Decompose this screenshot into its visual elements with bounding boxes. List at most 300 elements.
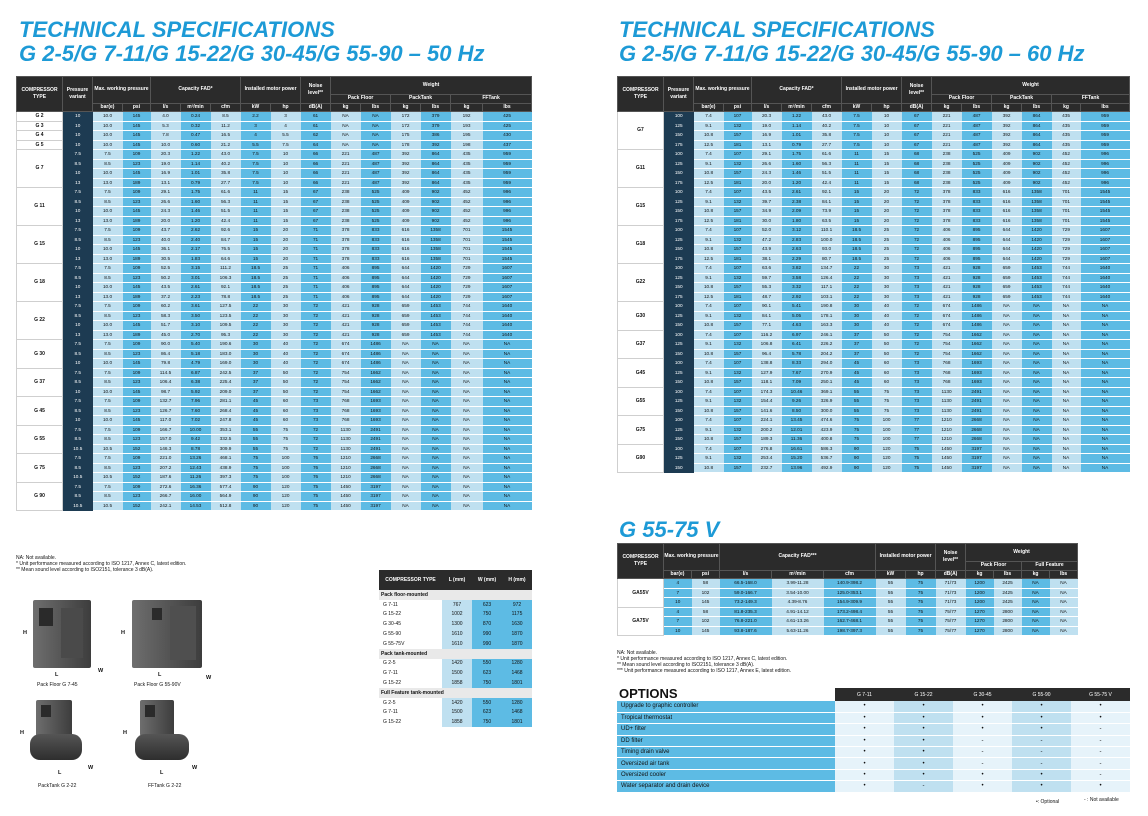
table-cell: 8.5 <box>93 273 123 283</box>
table-cell: 238 <box>331 207 361 217</box>
option-value: • <box>953 712 1012 723</box>
table-cell: 8.5 <box>93 349 123 359</box>
option-col-header: G 55-90 <box>1012 688 1071 701</box>
table-cell: 5.78 <box>782 349 812 359</box>
table-cell: 1420 <box>421 283 451 293</box>
table-cell: 895 <box>962 245 992 255</box>
table-cell: 125 <box>664 121 694 131</box>
table-cell: 16.9 <box>752 131 782 141</box>
table-cell: NA <box>421 473 451 483</box>
table-cell: 173.2-498.4 <box>824 607 876 617</box>
table-cell: NA <box>1022 416 1052 426</box>
table-cell: 525 <box>962 178 992 188</box>
table-cell: NA <box>992 378 1022 388</box>
table-cell: 864 <box>421 178 451 188</box>
table-cell: 100 <box>872 435 902 445</box>
table-cell: 1607 <box>483 273 532 283</box>
table-cell: 10 <box>63 131 93 141</box>
table-cell: 157.0 <box>151 435 181 445</box>
table-cell: 55 <box>241 444 271 454</box>
table-cell: 452 <box>451 197 483 207</box>
model-name: G 45 <box>17 397 63 426</box>
table-cell: 435 <box>1052 121 1081 131</box>
table-cell: 10.8 <box>694 406 724 416</box>
table-cell: 406 <box>932 245 962 255</box>
table-cell: 1545 <box>1081 216 1130 226</box>
table-cell: 146.3 <box>151 444 181 454</box>
table-cell: 150 <box>664 435 694 445</box>
table-cell: 7.5 <box>93 150 123 160</box>
dim-h-4: H <box>123 730 127 736</box>
table-cell: 20.0 <box>151 216 181 226</box>
dim-cell: 1420 <box>442 698 472 708</box>
table-row <box>618 235 1130 245</box>
table-cell: 10.5 <box>93 473 123 483</box>
table-cell: 56.3 <box>211 197 241 207</box>
table-cell: 8.33 <box>782 359 812 369</box>
option-value: - <box>1071 735 1130 746</box>
table-cell: NA <box>1081 321 1130 331</box>
table-cell: 409 <box>992 159 1022 169</box>
table-cell: 8.5 <box>63 235 93 245</box>
table-cell: 157 <box>724 406 752 416</box>
table-cell: NA <box>1022 368 1052 378</box>
table-cell: 421 <box>331 311 361 321</box>
table-cell: 67 <box>902 131 932 141</box>
table-cell: 7.5 <box>93 397 123 407</box>
table-cell: 253.4 <box>752 454 782 464</box>
table-cell: 145 <box>123 416 151 426</box>
table-cell: 189 <box>123 292 151 302</box>
table-cell: NA <box>1022 579 1050 589</box>
table-cell: 5.5 <box>271 131 301 141</box>
table-cell: 10.0 <box>93 416 123 426</box>
table-cell: NA <box>1081 302 1130 312</box>
table-row <box>618 397 1130 407</box>
table-cell: NA <box>451 492 483 502</box>
table-cell: 10.0 <box>93 121 123 131</box>
table-cell: 5.18 <box>181 349 211 359</box>
table-cell: 10.0 <box>93 131 123 141</box>
unit-header: dB(A) <box>301 103 331 112</box>
table-cell: NA <box>483 454 532 464</box>
table-cell: 10.8 <box>694 207 724 217</box>
table-cell: NA <box>1081 406 1130 416</box>
table-cell: 674 <box>932 321 962 331</box>
dim-cell: 972 <box>502 600 532 610</box>
table-cell: NA <box>451 435 483 445</box>
unit-header: cfm <box>824 570 876 579</box>
table-cell: NA <box>331 131 361 141</box>
table-cell: 0.60 <box>181 140 211 150</box>
option-value: • <box>894 758 953 769</box>
model-name: GA75V <box>618 607 664 636</box>
spec-table-variant <box>617 543 1078 636</box>
table-cell: 15 <box>842 207 872 217</box>
table-cell: 1130 <box>331 444 361 454</box>
table-cell: 21.2 <box>211 140 241 150</box>
table-cell: 75 <box>902 454 932 464</box>
option-value: • <box>1071 712 1130 723</box>
table-cell: 61.6 <box>211 188 241 198</box>
table-cell: 132 <box>724 311 752 321</box>
table-cell: 392 <box>992 121 1022 131</box>
table-cell: 8.5 <box>63 406 93 416</box>
table-row <box>17 197 532 207</box>
table-cell: 15 <box>872 169 902 179</box>
table-row <box>17 359 532 369</box>
table-cell: 7.5 <box>93 454 123 464</box>
table-cell: 8.5 <box>63 463 93 473</box>
table-cell: 1607 <box>1081 226 1130 236</box>
dim-l-3: L <box>58 770 62 776</box>
model-name: G55 <box>618 387 664 416</box>
table-cell: 120 <box>271 492 301 502</box>
table-cell: 2668 <box>962 435 992 445</box>
table-cell: 157 <box>724 169 752 179</box>
table-cell: 45 <box>842 378 872 388</box>
table-row <box>17 368 532 378</box>
table-cell: 145 <box>123 169 151 179</box>
table-cell: 107 <box>724 387 752 397</box>
table-cell: 616 <box>992 188 1022 198</box>
table-cell: 1.22 <box>181 150 211 160</box>
unit-header: kg <box>966 570 994 579</box>
table-cell: 7.5 <box>842 131 872 141</box>
table-row <box>618 435 1130 445</box>
table-cell: 52.5 <box>151 264 181 274</box>
table-cell: 754 <box>331 368 361 378</box>
table-cell: 100 <box>664 444 694 454</box>
table-cell: 125 <box>664 340 694 350</box>
table-cell: 102 <box>692 588 720 598</box>
table-cell: 100 <box>664 188 694 198</box>
unit-header: l/s <box>720 570 772 579</box>
dim-row <box>379 668 532 678</box>
table-cell: NA <box>1022 311 1052 321</box>
table-cell: 270.9 <box>812 368 842 378</box>
dim-h-3: H <box>20 730 24 736</box>
table-cell: 106.8 <box>752 340 782 350</box>
table-cell: NA <box>1022 626 1050 636</box>
table-row <box>17 321 532 331</box>
table-cell: 80.7 <box>812 254 842 264</box>
table-cell: 221 <box>932 112 962 122</box>
model-name: G7 <box>618 112 664 150</box>
table-cell: 1270 <box>966 607 994 617</box>
model-name: G 2 <box>17 112 63 122</box>
option-value: • <box>894 701 953 712</box>
table-cell: 768 <box>932 359 962 369</box>
table-cell: 1640 <box>1081 264 1130 274</box>
dim-section <box>379 590 532 600</box>
table-row <box>618 406 1130 416</box>
table-cell: 392 <box>391 169 421 179</box>
table-cell: 75 <box>872 397 902 407</box>
table-cell: 833 <box>962 188 992 198</box>
table-row <box>17 169 532 179</box>
table-cell: 1607 <box>483 292 532 302</box>
table-cell: 1130 <box>932 387 962 397</box>
table-cell: NA <box>483 359 532 369</box>
table-row <box>17 501 532 511</box>
table-cell: 26.6 <box>752 159 782 169</box>
table-cell: 768 <box>932 378 962 388</box>
col-weight: Weight <box>331 77 532 95</box>
table-cell: 744 <box>1052 292 1081 302</box>
table-row <box>17 482 532 492</box>
table-cell: 238 <box>331 197 361 207</box>
model-name: G45 <box>618 359 664 388</box>
table-cell: 15 <box>842 216 872 226</box>
table-cell: NA <box>992 397 1022 407</box>
table-row <box>17 444 532 454</box>
table-cell: 768 <box>331 406 361 416</box>
table-cell: 729 <box>1052 235 1081 245</box>
table-cell: 157 <box>724 463 752 473</box>
table-cell: NA <box>483 473 532 483</box>
table-cell: 55 <box>876 579 906 589</box>
table-cell: 3.10 <box>181 321 211 331</box>
left-title-2: G 2-5/G 7-11/G 15-22/G 30-45/G 55-90 – 50 Hz <box>19 41 485 66</box>
table-row <box>618 273 1130 283</box>
table-cell: 7.5 <box>63 368 93 378</box>
table-cell: 5.05 <box>782 311 812 321</box>
table-cell: NA <box>1022 425 1052 435</box>
table-cell: 181 <box>724 254 752 264</box>
unit-header: lbs <box>962 103 992 112</box>
table-cell: NA <box>992 416 1022 426</box>
table-cell: 193 <box>451 121 483 131</box>
table-cell: 150 <box>664 406 694 416</box>
table-cell: 40.2 <box>211 159 241 169</box>
table-cell: 2668 <box>361 454 391 464</box>
table-cell: 10.0 <box>93 245 123 255</box>
table-cell: 18.5 <box>842 235 872 245</box>
dim-row <box>379 619 532 629</box>
table-cell: 145 <box>123 283 151 293</box>
table-cell: NA <box>391 492 421 502</box>
table-cell: 10 <box>63 140 93 150</box>
table-cell: 421 <box>932 292 962 302</box>
table-cell: 452 <box>451 207 483 217</box>
table-cell: NA <box>1052 368 1081 378</box>
table-cell: 864 <box>421 150 451 160</box>
table-cell: 40 <box>271 340 301 350</box>
table-cell: 406 <box>331 273 361 283</box>
table-cell: 189 <box>123 216 151 226</box>
table-cell: 61.6 <box>812 150 842 160</box>
option-value: • <box>835 712 894 723</box>
table-cell: 37 <box>241 378 271 388</box>
table-cell: 701 <box>1052 216 1081 226</box>
table-cell: 84.1 <box>752 311 782 321</box>
table-cell: 406 <box>331 264 361 274</box>
table-cell: 238 <box>932 169 962 179</box>
table-cell: 39.7 <box>752 197 782 207</box>
table-cell: 2491 <box>361 435 391 445</box>
table-cell: 2.63 <box>782 245 812 255</box>
table-cell: 72 <box>301 435 331 445</box>
table-cell: 67 <box>301 216 331 226</box>
dim-cell: 1630 <box>502 619 532 629</box>
table-cell: 100 <box>664 387 694 397</box>
table-cell: 1358 <box>1022 188 1052 198</box>
options-corner <box>617 688 835 701</box>
dim-h: H <box>23 630 27 636</box>
table-cell: 2.83 <box>782 235 812 245</box>
table-cell: 701 <box>451 235 483 245</box>
unit-header: lbs <box>483 103 532 112</box>
table-cell: 701 <box>1052 197 1081 207</box>
table-cell: 150 <box>664 283 694 293</box>
table-row <box>17 216 532 226</box>
table-cell: 73 <box>902 283 932 293</box>
table-cell: 100.0 <box>812 235 842 245</box>
table-cell: 11 <box>842 178 872 188</box>
table-cell: 75 <box>906 588 936 598</box>
table-cell: 1607 <box>1081 245 1130 255</box>
table-cell: 902 <box>421 216 451 226</box>
table-row <box>618 283 1130 293</box>
caption-fftank: FFTank G 2-22 <box>148 783 182 789</box>
unit-header: psi <box>724 103 752 112</box>
table-cell: 61 <box>301 121 331 131</box>
table-cell: 75 <box>271 425 301 435</box>
table-cell: 902 <box>1022 150 1052 160</box>
table-cell: 6.41 <box>782 340 812 350</box>
table-cell: 474.6 <box>812 416 842 426</box>
table-cell: 0.79 <box>181 178 211 188</box>
table-cell: 1662 <box>962 349 992 359</box>
table-cell: NA <box>992 330 1022 340</box>
table-cell: 864 <box>1022 140 1052 150</box>
option-value: • <box>835 769 894 780</box>
table-cell: 294.0 <box>812 359 842 369</box>
table-row <box>618 178 1130 188</box>
option-value: - <box>1012 735 1071 746</box>
table-cell: 221 <box>331 178 361 188</box>
table-cell: 928 <box>962 273 992 283</box>
model-name: G 4 <box>17 131 63 141</box>
table-cell: 72 <box>301 387 331 397</box>
table-cell: 378 <box>331 226 361 236</box>
table-cell: 833 <box>361 254 391 264</box>
table-cell: 30 <box>872 264 902 274</box>
table-cell: 15 <box>241 235 271 245</box>
table-cell: 2.2 <box>241 112 271 122</box>
option-value: • <box>835 724 894 735</box>
table-cell: 409 <box>391 207 421 217</box>
table-cell: 4.91-14.12 <box>772 607 824 617</box>
option-value: • <box>1012 781 1071 792</box>
table-cell: NA <box>992 321 1022 331</box>
table-cell: 1358 <box>1022 197 1052 207</box>
vcol-mwp: Max. working pressure <box>664 544 720 571</box>
table-cell: 729 <box>1052 226 1081 236</box>
table-cell: NA <box>391 416 421 426</box>
table-cell: 586.3 <box>812 444 842 454</box>
table-cell: 175 <box>664 254 694 264</box>
table-cell: NA <box>391 387 421 397</box>
table-cell: 242.1 <box>151 501 181 511</box>
table-row <box>618 579 1078 589</box>
table-cell: NA <box>421 368 451 378</box>
table-row <box>17 273 532 283</box>
table-cell: 75 <box>902 444 932 454</box>
table-cell: 157 <box>724 378 752 388</box>
table-cell: 75/77 <box>936 626 966 636</box>
dim-row <box>379 717 532 727</box>
table-cell: 644 <box>391 283 421 293</box>
table-row <box>618 245 1130 255</box>
table-cell: 73 <box>301 416 331 426</box>
table-cell: 7.5 <box>93 482 123 492</box>
table-cell: 11 <box>842 150 872 160</box>
table-cell: 181 <box>724 178 752 188</box>
table-cell: 7.4 <box>694 444 724 454</box>
table-row <box>17 207 532 217</box>
table-cell: 75 <box>241 463 271 473</box>
table-cell: 72 <box>902 321 932 331</box>
table-cell: 62 <box>301 131 331 141</box>
table-cell: 10 <box>63 359 93 369</box>
table-cell: 1420 <box>1022 235 1052 245</box>
table-cell: 26.6 <box>151 197 181 207</box>
unit-header: kg <box>932 103 962 112</box>
table-cell: 525 <box>361 188 391 198</box>
table-cell: 895 <box>361 273 391 283</box>
table-cell: 90.1 <box>752 302 782 312</box>
table-cell: 123 <box>123 406 151 416</box>
col-pressure-60: Pressure variant <box>664 77 694 112</box>
table-cell: 238 <box>331 188 361 198</box>
table-row <box>618 387 1130 397</box>
table-cell: 8.5 <box>93 311 123 321</box>
table-cell: 10 <box>271 169 301 179</box>
table-cell: 24.3 <box>151 207 181 217</box>
table-cell: 4 <box>271 121 301 131</box>
col-mwp: Max. working pressure <box>93 77 151 104</box>
table-cell: NA <box>1022 444 1052 454</box>
table-cell: 100 <box>664 330 694 340</box>
table-cell: 145 <box>123 321 151 331</box>
table-cell: 16.5 <box>211 131 241 141</box>
table-cell: 1640 <box>1081 292 1130 302</box>
table-cell: 221 <box>331 150 361 160</box>
table-cell: 435 <box>451 178 483 188</box>
table-cell: NA <box>483 397 532 407</box>
table-cell: 864 <box>1022 131 1052 141</box>
table-cell: 43.9 <box>752 245 782 255</box>
table-cell: 14.53 <box>181 501 211 511</box>
table-cell: 51.5 <box>211 207 241 217</box>
table-cell: 18.5 <box>842 254 872 264</box>
model-name: G90 <box>618 444 664 473</box>
table-cell: 22 <box>241 311 271 321</box>
table-cell: 72 <box>301 330 331 340</box>
table-row <box>17 311 532 321</box>
table-cell: 7.8 <box>151 131 181 141</box>
table-cell: 175 <box>391 131 421 141</box>
table-cell: 1640 <box>483 311 532 321</box>
unit-header: cfm <box>812 103 842 112</box>
table-cell: 276.8 <box>752 444 782 454</box>
table-cell: 43.7 <box>151 226 181 236</box>
table-cell: 7.5 <box>63 150 93 160</box>
table-cell: 1450 <box>932 454 962 464</box>
table-cell: 30 <box>271 302 301 312</box>
